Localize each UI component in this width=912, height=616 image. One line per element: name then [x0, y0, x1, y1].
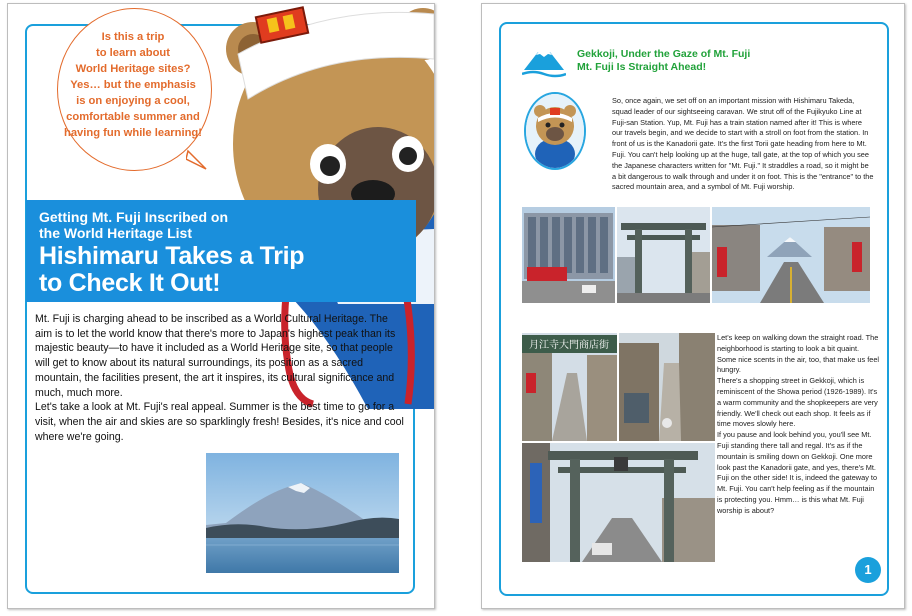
title-banner: [26, 200, 416, 302]
kanadorii-gate-photo: [617, 207, 710, 303]
left-page: [7, 3, 435, 609]
speech-bubble-text: Is this a trip to learn about World Heritage sites? Yes… but the emphasis is on enjoying a cool, comfortable summer and having fun while learning!: [64, 31, 202, 139]
torii-gate-street-photo: [522, 443, 715, 562]
right-page-heading: Gekkoji, Under the Gaze of Mt. Fuji Mt. Fuji Is Straight Ahead!: [577, 48, 751, 73]
shopping-street-sign-photo: [522, 333, 617, 441]
intro-body-text: [35, 312, 405, 444]
shop-sign-text: 月江寺大門商店街: [529, 340, 609, 351]
right-page-paragraph-2: Let's keep on walking down the straight road. The neighborhood is starting to look a bit quaint. Some nice scents in the air, too, that make us feel hungry. There's a shopping street in Gekkoji, which is reminiscent of the Showa period (1926-1989). It's a warm community and the shopkeepers are very friendly. We'll check out each shop. It feels as if time moves slowly here. If you pause and look behind you, you'll see Mt. Fuji standing there tall and regal. It's as if the mountain is smiling down on Gekkoji. One more look past the Kanadorii gate, and yes, there's Mt. Fuji on the other side! It is, indeed the gateway to Mt. Fuji. You can't help feeling as if the mountain is protecting you. Hmm… is this what Mt. Fuji worship is about?: [717, 333, 880, 515]
page-number-badge: 1: [855, 557, 881, 583]
intro-paragraph-1: Mt. Fuji is charging ahead to be inscribed as a World Cultural Heritage. The aim is to let the world know that there's more to Japan's highest peak than its majestic beauty—to have it included as a World Heritage site, so that people will get to know about its natural surroundings, its position as a sacred mountain, the facilities present, the art it inspires, its cultural significance and much, much more.: [35, 313, 396, 399]
mt-fuji-icon: [522, 44, 566, 78]
station-building-photo: [522, 207, 615, 303]
banner-title: Hishimaru Takes a Trip to Check It Out!: [39, 242, 305, 297]
hishimaru-avatar: [524, 92, 586, 170]
street-with-mt-fuji-photo: [712, 207, 870, 303]
right-page: [481, 3, 905, 609]
banner-subtitle: Getting Mt. Fuji Inscribed on the World Heritage List: [39, 209, 228, 241]
mt-fuji-lake-photo: [206, 453, 399, 573]
quaint-alley-photo: [619, 333, 715, 441]
intro-paragraph-2: Let's take a look at Mt. Fuji's real appeal. Summer is the best time to go for a visit, when the air and skies are so sparklingly fresh! Besides, it's nice and cool where we're going.: [35, 401, 404, 443]
speech-bubble-tail: [186, 149, 208, 171]
right-page-paragraph-1: So, once again, we set off on an important mission with Hishimaru Takeda, squad leader of our sightseeing caravan. We strut off of the Fujikyuko Line at Fuji-san Station. Yup, Mt. Fuji has a train station named after it! This is where our travels begin, and we decide to start with a stroll on foot from the station. In front of us is the Kanadorii gate. It's the first Torii gate heading from here to Mt. Fuji. You can't help looking up at the huge, tall gate, at the top of which you see the Japanese characters written for "Mt. Fuji." It straddles a road, so it might be a bit dangerous to walk through and under it on foot. This is the "entrance" to the sacred mountain area, and a symbol of Mt. Fuji worship.: [612, 96, 874, 192]
